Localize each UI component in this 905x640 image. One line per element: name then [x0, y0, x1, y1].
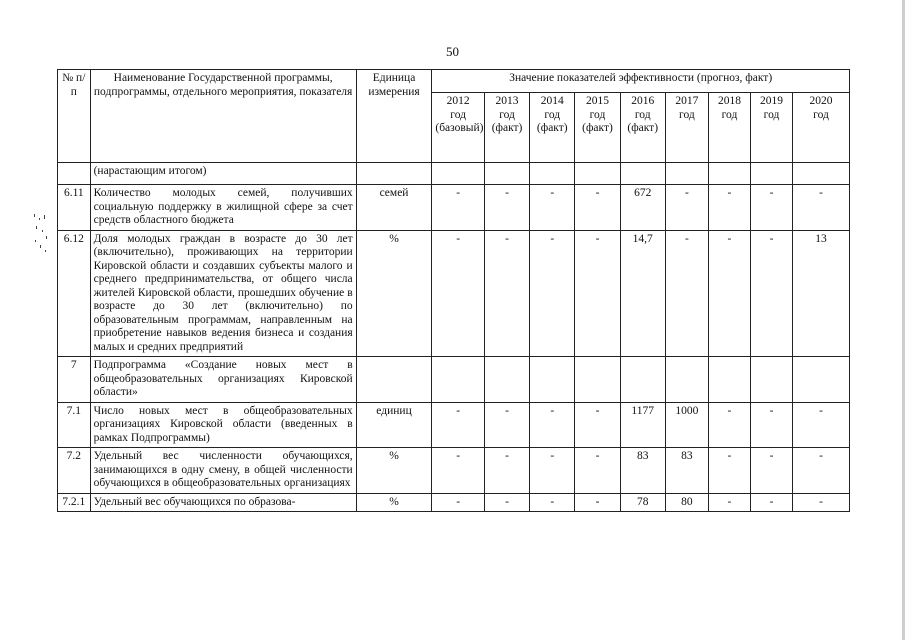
value-cell — [793, 163, 850, 185]
year-header: 2012 год (базовый) — [432, 93, 485, 163]
value-cell: - — [484, 448, 529, 494]
year-header: 2019 год — [750, 93, 792, 163]
table-row — [58, 448, 850, 494]
value-cell: 83 — [665, 448, 708, 494]
value-cell: 83 — [620, 448, 665, 494]
value-cell: - — [708, 230, 750, 357]
value-cell: - — [530, 493, 575, 512]
value-cell: - — [708, 493, 750, 512]
year-header: 2017 год — [665, 93, 708, 163]
row-number: 7.2.1 — [58, 493, 91, 512]
value-cell: - — [575, 185, 620, 231]
table-row — [58, 230, 850, 357]
table-row — [58, 163, 850, 185]
value-cell: - — [793, 493, 850, 512]
row-number: 7 — [58, 357, 91, 403]
value-cell: 14,7 — [620, 230, 665, 357]
value-cell: - — [708, 185, 750, 231]
value-cell: 13 — [793, 230, 850, 357]
column-header-values: Значение показателей эффективности (прогноз, факт) — [432, 70, 850, 93]
value-cell: - — [793, 185, 850, 231]
value-cell: - — [575, 448, 620, 494]
scan-noise-marks — [32, 212, 52, 262]
value-cell: - — [708, 402, 750, 448]
value-cell: 672 — [620, 185, 665, 231]
value-cell: 1000 — [665, 402, 708, 448]
row-unit: единиц — [356, 402, 432, 448]
value-cell: - — [484, 185, 529, 231]
indicators-table — [57, 69, 850, 512]
page-number: 50 — [446, 44, 459, 59]
year-header: 2020 год — [793, 93, 850, 163]
year-header: 2018 год — [708, 93, 750, 163]
column-header-name: Наименование Государственной программы, подпрограммы, отдельного мероприятия, показателя — [90, 70, 356, 163]
value-cell — [484, 163, 529, 185]
value-cell: - — [484, 230, 529, 357]
row-name: Подпрограмма «Создание новых мест в общеобразовательных организациях Кировской области» — [90, 357, 356, 403]
row-name: Доля молодых граждан в возрасте до 30 лет (включительно), проживающих на территории Кировской области и создавших субъекты малого и среднего предпринимательства, от общего числа жителей Кировской области, прошедших обучение в возрасте до 30 лет (включительно) по образовательным программам, направленным на приобретение навыков ведения бизнеса и создания малых и средних предприятий — [90, 230, 356, 357]
row-number: 7.1 — [58, 402, 91, 448]
row-number — [58, 163, 91, 185]
value-cell — [530, 163, 575, 185]
value-cell: - — [575, 402, 620, 448]
value-cell: - — [432, 448, 485, 494]
value-cell: - — [665, 185, 708, 231]
row-number: 7.2 — [58, 448, 91, 494]
value-cell: - — [432, 185, 485, 231]
value-cell: 1177 — [620, 402, 665, 448]
value-cell: - — [530, 448, 575, 494]
value-cell: - — [484, 493, 529, 512]
row-name: Удельный вес численности обучающихся, занимающихся в одну смену, в общей численности обучающихся в общеобразовательных организациях — [90, 448, 356, 494]
value-cell: - — [750, 185, 792, 231]
table-row — [58, 357, 850, 403]
value-cell — [750, 357, 792, 403]
value-cell — [432, 163, 485, 185]
value-cell — [665, 163, 708, 185]
value-cell — [620, 357, 665, 403]
year-header: 2016 год (факт) — [620, 93, 665, 163]
table-header-row — [58, 70, 850, 93]
year-header: 2013 год (факт) — [484, 93, 529, 163]
value-cell: 80 — [665, 493, 708, 512]
column-header-unit: Единица измерения — [356, 70, 432, 163]
year-header: 2014 год (факт) — [530, 93, 575, 163]
row-unit: % — [356, 493, 432, 512]
value-cell: - — [432, 493, 485, 512]
table-row — [58, 493, 850, 512]
row-number: 6.12 — [58, 230, 91, 357]
row-number: 6.11 — [58, 185, 91, 231]
row-name: Число новых мест в общеобразовательных организациях Кировской области (введенных в рамках Подпрограммы) — [90, 402, 356, 448]
value-cell — [620, 163, 665, 185]
value-cell: - — [750, 230, 792, 357]
value-cell — [575, 357, 620, 403]
row-unit: % — [356, 230, 432, 357]
row-name: Удельный вес обучающихся по образова- — [90, 493, 356, 512]
row-unit — [356, 357, 432, 403]
value-cell — [708, 163, 750, 185]
value-cell: 78 — [620, 493, 665, 512]
year-header: 2015 год (факт) — [575, 93, 620, 163]
value-cell — [484, 357, 529, 403]
value-cell: - — [575, 230, 620, 357]
value-cell: - — [575, 493, 620, 512]
value-cell: - — [750, 402, 792, 448]
value-cell: - — [432, 230, 485, 357]
row-unit: семей — [356, 185, 432, 231]
value-cell — [708, 357, 750, 403]
row-name: Количество молодых семей, получивших социальную поддержку в жилищной сфере за счет средств областного бюджета — [90, 185, 356, 231]
column-header-number: № п/п — [58, 70, 91, 163]
value-cell — [665, 357, 708, 403]
table-row — [58, 402, 850, 448]
value-cell: - — [432, 402, 485, 448]
value-cell: - — [665, 230, 708, 357]
row-unit: % — [356, 448, 432, 494]
value-cell: - — [530, 402, 575, 448]
value-cell — [530, 357, 575, 403]
value-cell: - — [750, 493, 792, 512]
row-unit — [356, 163, 432, 185]
value-cell — [750, 163, 792, 185]
value-cell: - — [530, 185, 575, 231]
table-row — [58, 185, 850, 231]
value-cell: - — [793, 448, 850, 494]
value-cell: - — [793, 402, 850, 448]
value-cell: - — [750, 448, 792, 494]
value-cell — [432, 357, 485, 403]
value-cell: - — [708, 448, 750, 494]
value-cell: - — [484, 402, 529, 448]
value-cell — [793, 357, 850, 403]
value-cell: - — [530, 230, 575, 357]
row-name: (нарастающим итогом) — [90, 163, 356, 185]
value-cell — [575, 163, 620, 185]
